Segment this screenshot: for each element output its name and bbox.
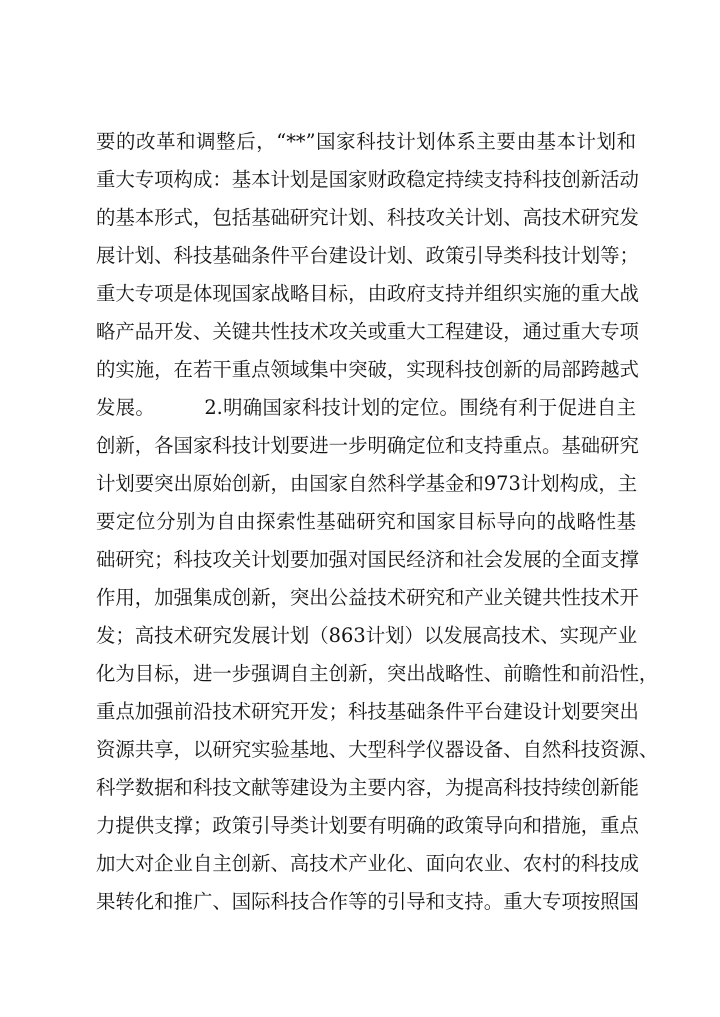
text-line: 重点加强前沿技术研究开发；科技基础条件平台建设计划要突出 <box>96 700 639 723</box>
text-line: 发；高技术研究发展计划（863计划）以发展高技术、实现产业 <box>96 624 638 647</box>
text-line: 果转化和推广、国际科技合作等的引导和支持。重大专项按照国 <box>96 890 639 913</box>
text-line: 创新，各国家科技计划要进一步明确定位和支持重点。基础研究 <box>96 434 639 457</box>
text-line: 要定位分别为自由探索性基础研究和国家目标导向的战略性基 <box>96 510 636 533</box>
text-line: 资源共享，以研究实验基地、大型科学仪器设备、自然科技资源、 <box>96 738 659 761</box>
text-line: 要的改革和调整后，“**”国家科技计划体系主要由基本计划和 <box>96 130 636 153</box>
text-line: 发展。 2.明确国家科技计划的定位。围绕有利于促进自主 <box>96 396 636 419</box>
text-line: 重大专项是体现国家战略目标，由政府支持并组织实施的重大战 <box>96 282 639 305</box>
text-line: 重大专项构成：基本计划是国家财政稳定持续支持科技创新活动 <box>96 168 639 191</box>
text-line: 的基本形式，包括基础研究计划、科技攻关计划、高技术研究发 <box>96 206 639 229</box>
text-line: 略产品开发、关键共性技术攻关或重大工程建设，通过重大专项 <box>96 320 639 343</box>
text-line: 的实施，在若干重点领域集中突破，实现科技创新的局部跨越式 <box>96 358 639 381</box>
text-line: 作用，加强集成创新，突出公益技术研究和产业关键共性技术开 <box>96 586 639 609</box>
text-line: 化为目标，进一步强调自主创新，突出战略性、前瞻性和前沿性， <box>96 662 659 685</box>
text-line: 础研究；科技攻关计划要加强对国民经济和社会发展的全面支撑 <box>96 548 639 571</box>
text-line: 计划要突出原始创新，由国家自然科学基金和973计划构成，主 <box>96 472 638 495</box>
text-line: 力提供支撑；政策引导类计划要有明确的政策导向和措施，重点 <box>96 814 639 837</box>
text-line: 科学数据和科技文献等建设为主要内容，为提高科技持续创新能 <box>96 776 639 799</box>
text-line: 加大对企业自主创新、高技术产业化、面向农业、农村的科技成 <box>96 852 639 875</box>
text-line: 展计划、科技基础条件平台建设计划、政策引导类科技计划等； <box>96 244 639 267</box>
